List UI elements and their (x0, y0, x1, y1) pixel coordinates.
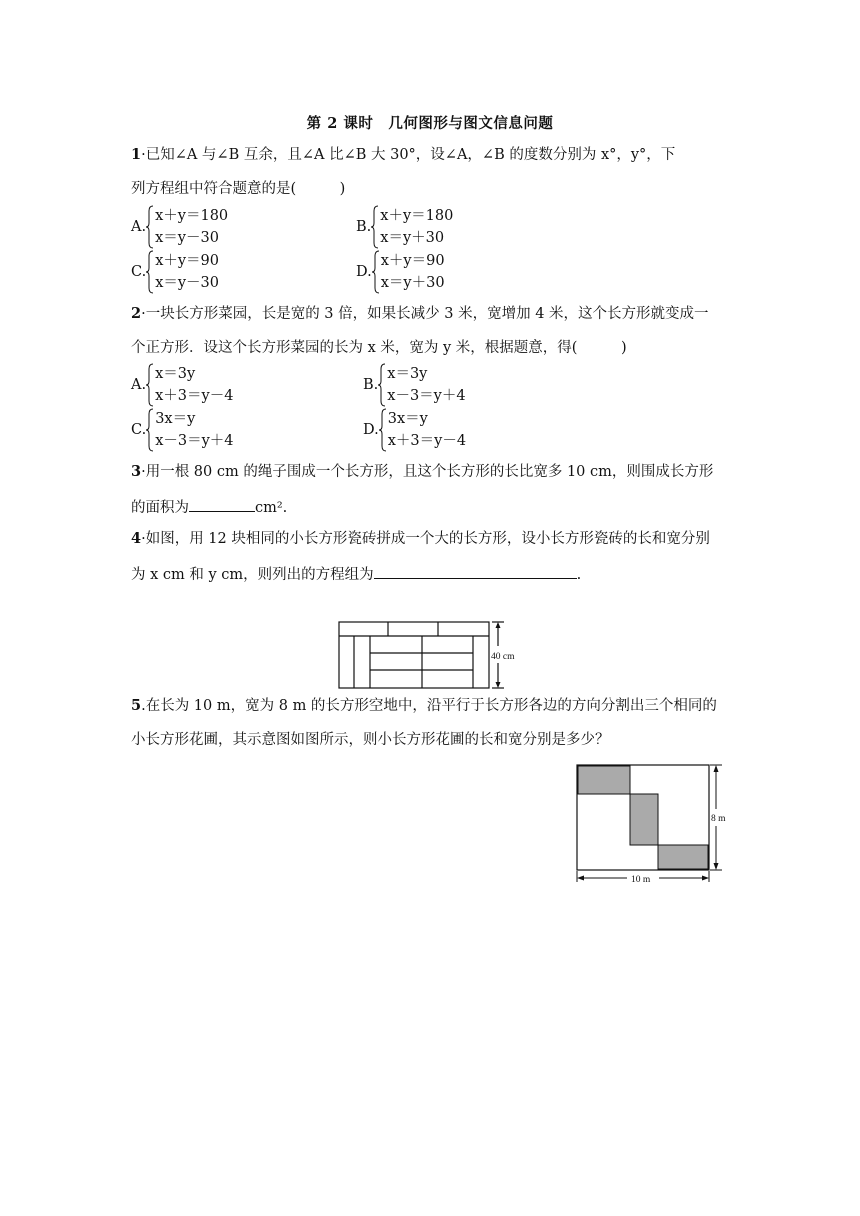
question-1-text-1: ·已知∠A 与∠B 互余，且∠A 比∠B 大 30°，设∠A，∠B 的度数分别为 x°，y°，下 (141, 147, 676, 163)
width-label: 10 m (631, 875, 651, 885)
flower-bed (658, 845, 708, 869)
garden-figure (570, 760, 740, 885)
equation: x＝y－30 (155, 230, 219, 246)
arrow-down-icon (496, 682, 501, 688)
option-label: A. (131, 219, 147, 235)
equation: x＋y＝180 (380, 208, 454, 224)
equation: x＋y＝90 (380, 253, 445, 269)
equation-system (146, 408, 233, 452)
equation-system (146, 205, 228, 249)
question-5-line-2: 小长方形花圃，其示意图如图所示，则小长方形花圃的长和宽分别是多少？ (131, 732, 610, 748)
question-1-number: 1 (131, 146, 142, 163)
arrow-down-icon (714, 863, 719, 870)
question-2-option-b[interactable] (363, 363, 466, 407)
equation: x＋3＝y－4 (155, 388, 234, 404)
answer-blank[interactable] (374, 564, 577, 579)
equation: x＝3y (155, 366, 196, 382)
question-2-text-1: ·一块长方形菜园，长是宽的 3 倍，如果长减少 3 米，宽增加 4 米，这个长方形就变成一 (141, 306, 709, 322)
question-4-line-2 (131, 564, 581, 584)
question-3-line-1 (131, 463, 713, 481)
equation-system (379, 408, 466, 452)
question-4-line-1 (131, 530, 710, 548)
brace-icon (372, 250, 380, 294)
question-2-line-1 (131, 305, 709, 323)
equation-system (372, 250, 445, 294)
outer-rectangle (339, 622, 489, 688)
question-2-option-c[interactable] (131, 408, 234, 452)
brace-icon (146, 363, 154, 407)
brace-icon (146, 250, 154, 294)
question-3-text-1: ·用一根 80 cm 的绳子围成一个长方形，且这个长方形的长比宽多 10 cm，则围成长方形 (141, 464, 714, 480)
question-1-option-b[interactable] (356, 205, 453, 249)
flower-bed (578, 766, 630, 794)
equation-system (146, 363, 233, 407)
question-1-line-1 (131, 146, 675, 164)
equation: x＋y＝90 (155, 253, 220, 269)
height-label: 40 cm (491, 652, 515, 662)
equation: x＝3y (387, 366, 428, 382)
option-label: B. (363, 377, 379, 393)
equation: x＝y－30 (155, 275, 220, 291)
question-1-option-c[interactable] (131, 250, 219, 294)
answer-blank[interactable] (189, 497, 255, 512)
question-1-line-2: 列方程组中符合题意的是( ) (131, 181, 346, 197)
question-5-number: 5 (131, 697, 142, 714)
equation: x＝y＋30 (380, 275, 445, 291)
equation: x＋3＝y－4 (387, 433, 467, 449)
option-label: C. (131, 264, 147, 280)
height-label: 8 m (711, 814, 726, 824)
option-label: D. (356, 264, 372, 280)
question-2-option-a[interactable] (131, 363, 233, 407)
question-3-number: 3 (131, 463, 142, 480)
equation: 3x＝y (155, 411, 196, 427)
brace-icon (146, 408, 154, 452)
tile-figure (336, 620, 532, 692)
arrow-up-icon (714, 765, 719, 772)
question-4-text-1: ·如图，用 12 块相同的小长方形瓷砖拼成一个大的长方形，设小长方形瓷砖的长和宽分别 (141, 531, 710, 547)
question-1-option-a[interactable] (131, 205, 228, 249)
question-3-text-2: 的面积为 (131, 500, 189, 516)
option-label: D. (363, 422, 379, 438)
equation-system (146, 250, 219, 294)
question-4-number: 4 (131, 530, 142, 547)
arrow-left-icon (577, 876, 584, 881)
option-label: B. (356, 219, 372, 235)
arrow-up-icon (496, 622, 501, 628)
question-4-text-2: 为 x cm 和 y cm，则列出的方程组为 (131, 567, 374, 583)
equation: x－3＝y＋4 (155, 433, 234, 449)
equation: x－3＝y＋4 (387, 388, 466, 404)
equation-system (378, 363, 465, 407)
question-4-end: . (576, 567, 582, 583)
question-5-line-1 (131, 697, 717, 715)
question-2-number: 2 (131, 305, 142, 322)
question-2-line-2: 个正方形．设这个长方形菜园的长为 x 米，宽为 y 米，根据题意，得( ) (131, 340, 627, 356)
equation: x＋y＝180 (155, 208, 229, 224)
flower-bed (630, 794, 658, 845)
brace-icon (146, 205, 154, 249)
option-label: C. (131, 422, 147, 438)
equation: 3x＝y (387, 411, 428, 427)
equation: x＝y＋30 (380, 230, 445, 246)
arrow-right-icon (702, 876, 709, 881)
equation-system (371, 205, 453, 249)
question-5-text-1: .在长为 10 m，宽为 8 m 的长方形空地中，沿平行于长方形各边的方向分割出三个相同的 (141, 698, 717, 714)
option-label: A. (131, 377, 147, 393)
question-1-option-d[interactable] (356, 250, 445, 294)
brace-icon (379, 408, 387, 452)
brace-icon (378, 363, 386, 407)
question-3-unit: cm². (255, 500, 288, 516)
question-2-option-d[interactable] (363, 408, 466, 452)
page-title: 第 2 课时 几何图形与图文信息问题 (306, 115, 554, 132)
question-3-line-2 (131, 497, 287, 517)
brace-icon (371, 205, 379, 249)
